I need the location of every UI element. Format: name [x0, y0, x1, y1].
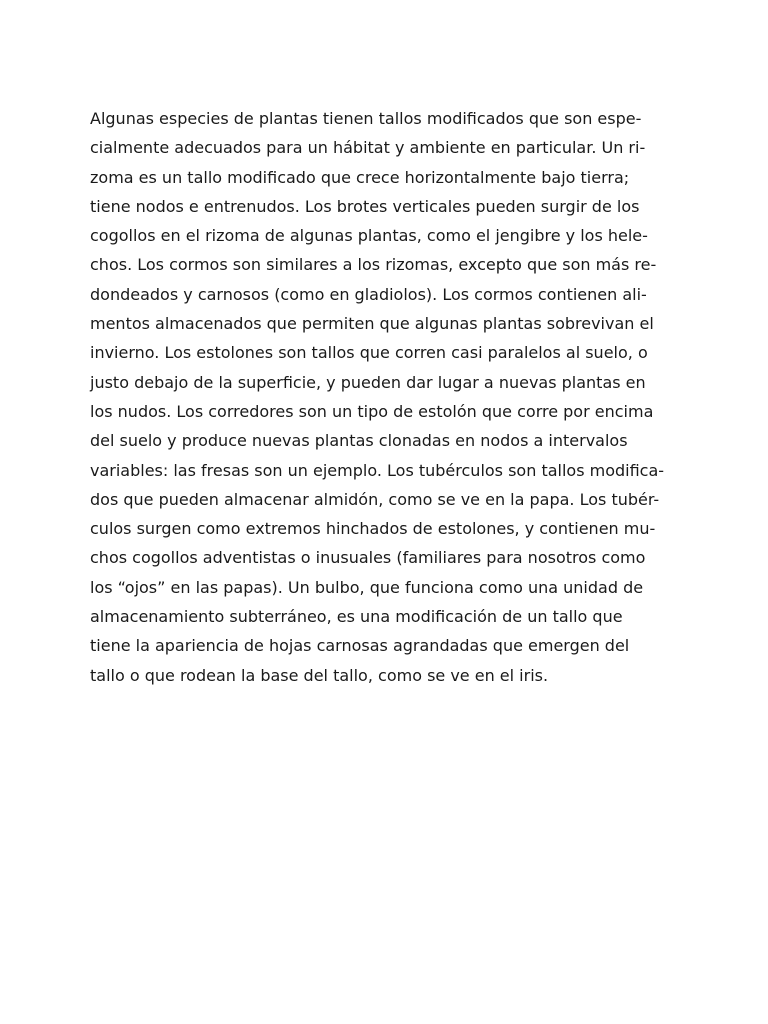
text-line: almacenamiento subterráneo, es una modificación de un tallo que [90, 607, 623, 627]
text-line: Algunas especies de plantas tienen tallos modificados que son espe- [90, 109, 642, 128]
text-line: tiene la apariencia de hojas carnosas agrandadas que emergen del [90, 636, 630, 656]
text-line: del suelo y produce nuevas plantas clonadas en nodos a intervalos [90, 431, 628, 451]
text-line: zoma es un tallo modificado que crece horizontalmente bajo tierra; [90, 167, 630, 187]
text-line: tallo o que rodean la base del tallo, como se ve en el iris. [90, 665, 549, 685]
text-line: justo debajo de la superficie, y pueden dar lugar a nuevas plantas en [90, 372, 646, 392]
text-line: dos que pueden almacenar almidón, como se ve en la papa. Los tubér- [90, 489, 660, 509]
text-line: los “ojos” en las papas). Un bulbo, que funciona como una unidad de [90, 577, 644, 597]
text-line: invierno. Los estolones son tallos que corren casi paralelos al suelo, o [90, 343, 648, 363]
text-line: cogollos en el rizoma de algunas plantas, como el jengibre y los hele- [90, 226, 648, 246]
text-line: chos cogollos adventistas o inusuales (familiares para nosotros como [90, 548, 646, 568]
text-line: mentos almacenados que permiten que algunas plantas sobrevivan el [90, 314, 654, 334]
text-line: culos surgen como extremos hinchados de estolones, y contienen mu- [90, 519, 656, 539]
text-line: chos. Los cormos son similares a los rizomas, excepto que son más re- [90, 255, 657, 275]
text-line: los nudos. Los corredores son un tipo de estolón que corre por encima [90, 401, 654, 421]
body-paragraph [90, 104, 690, 690]
text-line: dondeados y carnosos (como en gladiolos). Los cormos contienen ali- [90, 284, 647, 304]
text-line: tiene nodos e entrenudos. Los brotes verticales pueden surgir de los [90, 196, 640, 216]
text-line: variables: las fresas son un ejemplo. Los tubérculos son tallos modifica- [90, 460, 665, 480]
text-line: cialmente adecuados para un hábitat y ambiente en particular. Un ri- [90, 138, 646, 158]
